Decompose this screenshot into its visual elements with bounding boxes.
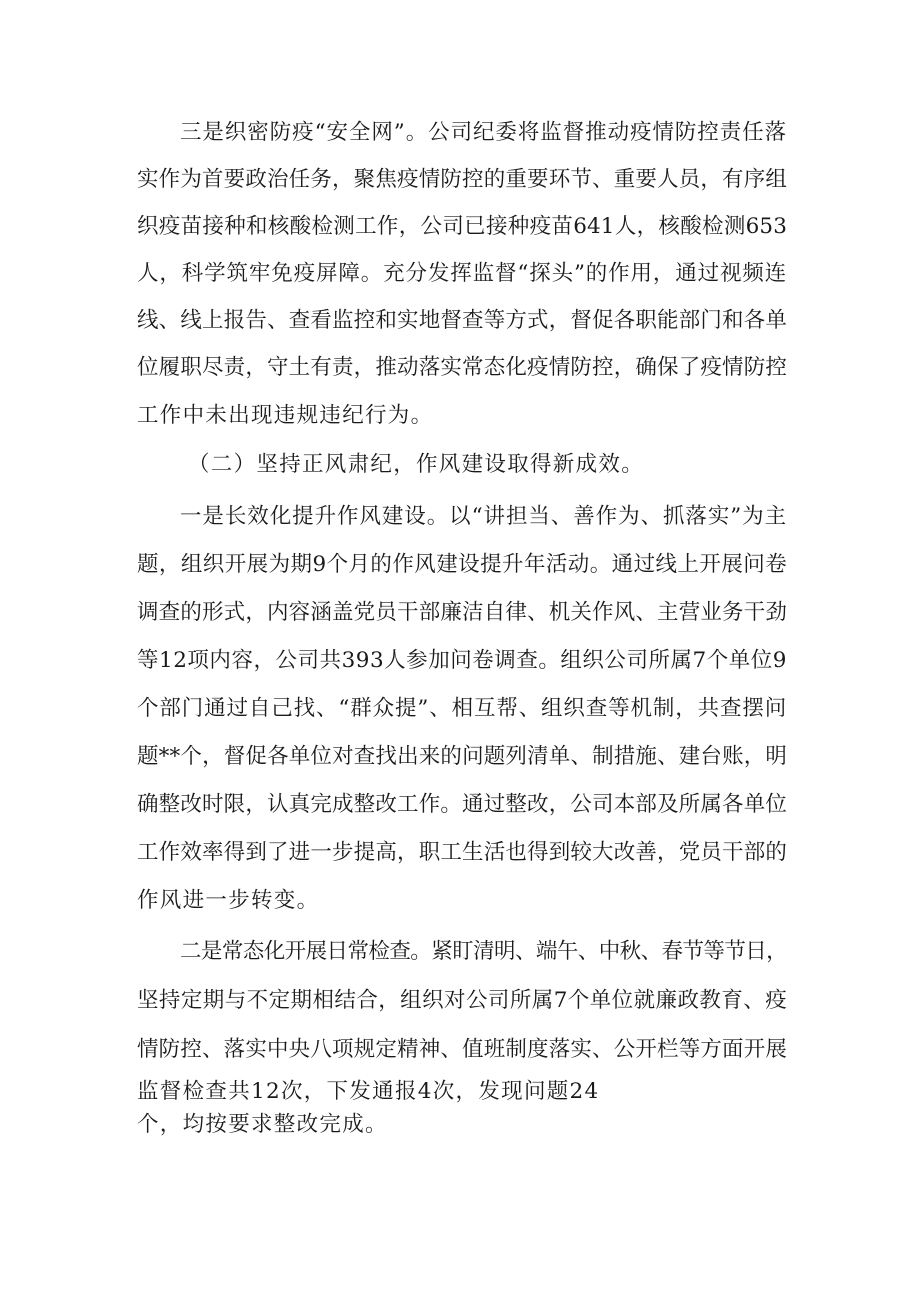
paragraph-2-line-1: 一是长效化提升作风建设。以“讲担当、善作为、抓落实”为主: [180, 504, 787, 529]
paragraph-1-line-1: 三是织密防疫“安全网”。公司纪委将监督推动疫情防控责任落: [180, 120, 787, 145]
paragraph-1-line-3: 织疫苗接种和核酸检测工作，公司已接种疫苗641人，核酸检测653: [137, 214, 787, 239]
paragraph-1-line-5: 线、线上报告、查看监控和实地督查等方式，督促各职能部门和各单: [137, 308, 787, 333]
paragraph-2-line-8: 工作效率得到了进一步提高，职工生活也得到较大改善，党员干部的: [137, 840, 787, 865]
paragraph-2-line-2: 题，组织开展为期9个月的作风建设提升年活动。通过线上开展问卷: [137, 552, 787, 577]
paragraph-1-line-6: 位履职尽责，守土有责，推动落实常态化疫情防控，确保了疫情防控: [137, 355, 787, 380]
paragraph-1-line-4: 人，科学筑牢免疫屏障。充分发挥监督“探头”的作用，通过视频连: [137, 261, 787, 286]
paragraph-2-line-3: 调查的形式，内容涵盖党员干部廉洁自律、机关作风、主营业务干劲: [137, 600, 787, 625]
paragraph-3-line-4: 监督检查共12次，下发通报4次，发现问题24: [137, 1079, 600, 1104]
paragraph-3-line-3: 情防控、落实中央八项规定精神、值班制度落实、公开栏等方面开展: [137, 1037, 787, 1062]
paragraph-2-line-9: 作风进一步转变。: [137, 888, 320, 913]
paragraph-2-line-7: 确整改时限，认真完成整改工作。通过整改，公司本部及所属各单位: [137, 792, 787, 817]
paragraph-2-line-5: 个部门通过自己找、“群众提”、相互帮、组织查等机制，共查摆问: [137, 696, 787, 721]
paragraph-1-line-2: 实作为首要政治任务，聚焦疫情防控的重要环节、重要人员，有序组: [137, 167, 787, 192]
paragraph-2-line-4: 等12项内容，公司共393人参加问卷调查。组织公司所属7个单位9: [137, 648, 787, 673]
section-heading: （二）坚持正风肃纪，作风建设取得新成效。: [188, 452, 645, 477]
paragraph-2-line-6: 题**个，督促各单位对查找出来的问题列清单、制措施、建台账，明: [137, 744, 787, 769]
paragraph-1-line-7: 工作中未出现违规违纪行为。: [137, 403, 434, 428]
paragraph-3-line-5: 个，均按要求整改完成。: [137, 1112, 388, 1137]
paragraph-3-line-1: 二是常态化开展日常检查。紧盯清明、端午、中秋、春节等节日，: [180, 939, 787, 964]
paragraph-3-line-2: 坚持定期与不定期相结合，组织对公司所属7个单位就廉政教育、疫: [137, 988, 787, 1013]
